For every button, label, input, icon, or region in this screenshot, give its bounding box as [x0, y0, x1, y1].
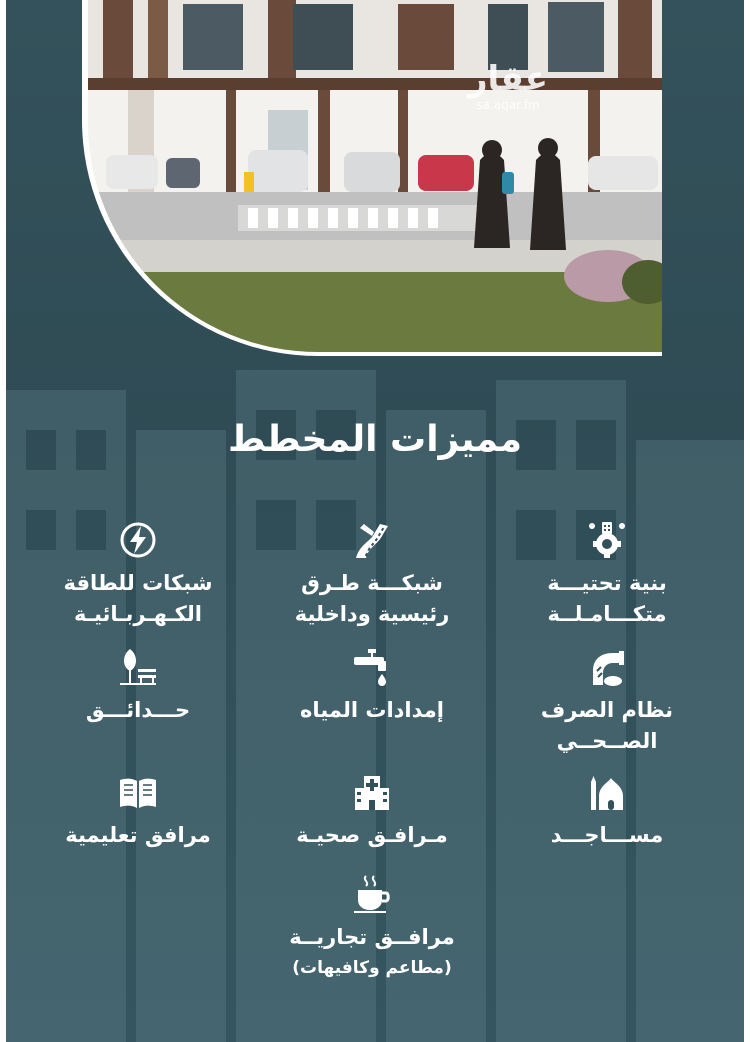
- feature-label-line2: الكـهـربـائيـة: [74, 602, 202, 626]
- feature-label-line1: حـــدائـــق: [85, 698, 191, 722]
- road-network-icon: [352, 520, 392, 560]
- feature-label-line2: الصــحــي: [556, 729, 658, 753]
- feature-label-line1: مســـاجـــد: [550, 823, 664, 847]
- watermark-brand: عقار: [467, 59, 549, 99]
- hospital-icon: [352, 772, 392, 812]
- water-tap-icon: [352, 647, 392, 687]
- feature-education-facilities: [18, 772, 258, 851]
- feature-label-line2: (مطاعم وكافيهات): [292, 958, 452, 978]
- hero-image: [88, 0, 662, 352]
- feature-label-line2: رئيسية وداخلية: [294, 602, 450, 626]
- feature-label-line1: مـرافـق صحيـة: [296, 823, 448, 847]
- feature-label-line1: مرافــق تجاريــة: [289, 925, 455, 949]
- feature-electricity: [18, 520, 258, 630]
- feature-water-supply: [252, 647, 492, 726]
- feature-health-facilities: [252, 772, 492, 851]
- book-icon: [118, 772, 158, 812]
- feature-road-network: [252, 520, 492, 630]
- left-page-edge: [0, 0, 6, 1042]
- sewage-pipe-icon: [587, 647, 627, 687]
- street-scene-illustration: [88, 0, 662, 352]
- feature-label-line1: شبكات للطاقة: [63, 571, 213, 595]
- feature-label-line1: شبكـــة طـرق: [301, 571, 443, 595]
- infrastructure-gear-icon: [587, 520, 627, 560]
- park-tree-bench-icon: [118, 647, 158, 687]
- electricity-bolt-icon: [118, 520, 158, 560]
- aqar-watermark: [462, 59, 554, 112]
- feature-label-line1: مرافق تعليمية: [65, 823, 211, 847]
- feature-label-line1: بنية تحتيـــة: [547, 571, 667, 595]
- mosque-icon: [587, 772, 627, 812]
- watermark-url: sa.aqar.fm: [476, 98, 540, 112]
- feature-label-line1: نظام الصرف: [540, 698, 674, 722]
- feature-parks: [18, 647, 258, 726]
- feature-infrastructure: [487, 520, 727, 630]
- feature-mosques: [487, 772, 727, 851]
- feature-commercial-facilities: [252, 874, 492, 984]
- feature-label-line1: إمدادات المياه: [300, 698, 444, 722]
- feature-sewage: [487, 647, 727, 757]
- right-page-edge: [744, 0, 750, 1042]
- coffee-cup-icon: [352, 874, 392, 914]
- feature-label-line2: متكـــامـلــة: [547, 602, 667, 626]
- section-title: مميزات المخطط: [227, 419, 523, 460]
